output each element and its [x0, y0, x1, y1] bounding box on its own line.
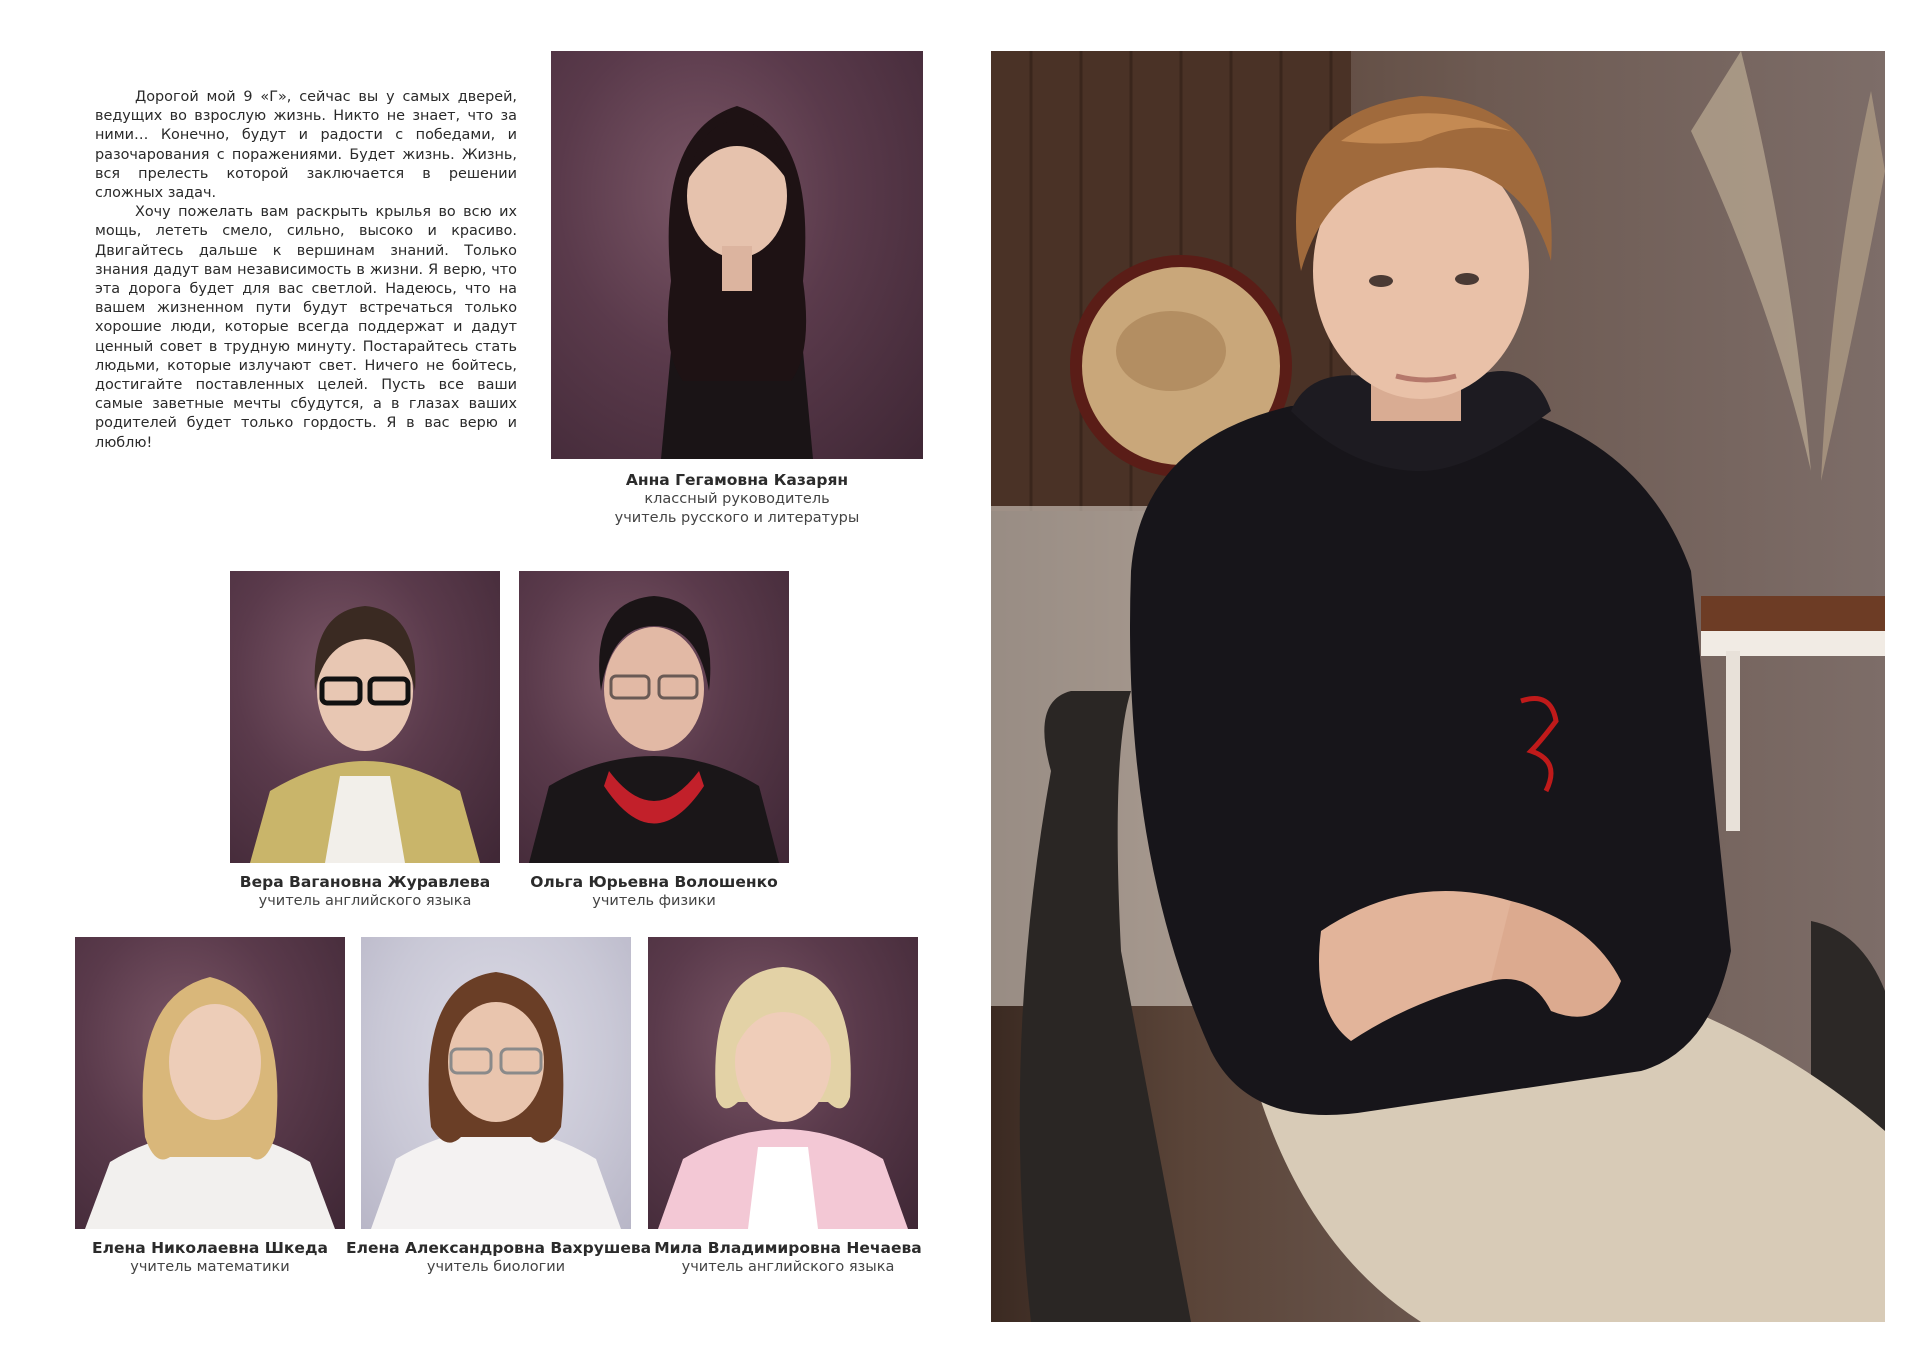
teacher-name: Вера Вагановна Журавлева	[239, 873, 491, 891]
teacher-portrait	[648, 937, 918, 1229]
portrait-figure	[551, 51, 923, 459]
teacher-role: классный руководитель	[644, 491, 830, 507]
teacher-subject: учитель русского и литературы	[614, 510, 860, 526]
class-teacher-portrait	[551, 51, 923, 459]
student-portrait	[991, 51, 1885, 1322]
letter-paragraph-1: Дорогой мой 9 «Г», сейчас вы у самых дверей, ведущих во взрослую жизнь. Никто не знает, что за ними… Конечно, будут и радости с победами, и разочарования с поражениями. Будет жизнь. Жизнь, вся прелесть которой заключается в решении сложных задач.	[95, 89, 517, 202]
teacher-portrait	[230, 571, 500, 863]
teacher-name: Елена Николаевна Шкеда	[92, 1239, 328, 1257]
letter-paragraph-2: Хочу пожелать вам раскрыть крылья во всю их мощь, лететь смело, сильно, высоко и красиво. Двигайтесь дальше к вершинам знаний. Только знания дадут вам независимость в жизни. Я верю, что эта дорога будет для вас светлой. Надеюсь, что на вашем жизненном пути будут встречаться только хорошие люди, которые всегда поддержат и дадут ценный совет в трудную минуту. Постарайтесь стать людьми, которые излучают свет. Ничего не бойтесь, достигайте поставленных целей. Пусть все ваши самые заветные мечты сбудутся, а в глазах ваших родителей будет только гордость. Я в вас верю и люблю!	[95, 204, 517, 451]
teacher-role: учитель биологии	[426, 1259, 566, 1275]
teacher-caption	[55, 1238, 365, 1277]
portrait-figure	[230, 571, 500, 863]
teacher-name: Елена Александровна Вахрушева	[346, 1239, 652, 1257]
portrait-figure	[648, 937, 918, 1229]
teacher-role: учитель английского языка	[258, 893, 472, 909]
portrait-figure	[361, 937, 631, 1229]
student-figure	[991, 51, 1885, 1322]
teacher-role: учитель математики	[130, 1259, 290, 1275]
teacher-portrait	[361, 937, 631, 1229]
teacher-caption	[215, 872, 515, 911]
teacher-caption	[504, 872, 804, 911]
class-teacher-caption	[551, 470, 923, 528]
teacher-role: учитель физики	[592, 893, 716, 909]
teacher-name: Ольга Юрьевна Волошенко	[530, 873, 778, 891]
teacher-portrait	[75, 937, 345, 1229]
teacher-role: учитель английского языка	[681, 1259, 895, 1275]
welcome-letter	[95, 88, 517, 453]
teacher-caption	[628, 1238, 948, 1277]
teacher-caption	[346, 1238, 652, 1277]
teacher-name: Мила Владимировна Нечаева	[654, 1239, 922, 1257]
teacher-portrait	[519, 571, 789, 863]
portrait-figure	[75, 937, 345, 1229]
teacher-name: Анна Гегамовна Казарян	[625, 471, 849, 489]
portrait-figure	[519, 571, 789, 863]
